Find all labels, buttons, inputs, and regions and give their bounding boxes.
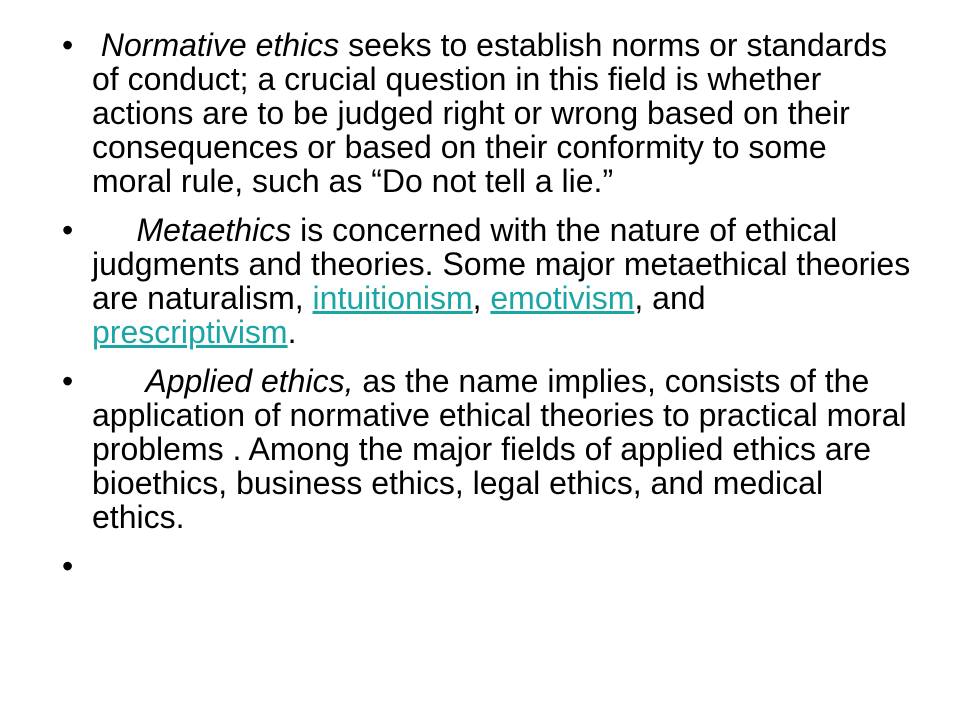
definition-normative-ethics: seeks to establish norms or standards of conduct; a crucial question in this field is whether actions are to be judged right or wrong based on their consequences or based on their conformity to some moral rule, such as “Do not tell a lie.” bbox=[92, 27, 887, 199]
bullet-marker: • bbox=[62, 548, 74, 584]
bullet-metaethics bbox=[62, 213, 912, 349]
term-metaethics: Metaethics bbox=[136, 212, 292, 248]
definition-applied-ethics: as the name implies, consists of the application of normative ethical theories to practical moral problems . Among the major fields of applied ethics are bioethics, business ethics, legal ethics, and medical ethics. bbox=[92, 363, 907, 535]
bullet-text bbox=[92, 27, 887, 199]
link-prescriptivism[interactable]: prescriptivism bbox=[92, 314, 288, 350]
term-normative-ethics: Normative ethics bbox=[100, 27, 340, 63]
bullet-applied-ethics bbox=[62, 364, 912, 534]
bullet-text bbox=[92, 212, 910, 350]
bullet-marker: • bbox=[62, 212, 74, 248]
bullet-normative-ethics bbox=[62, 28, 912, 198]
bullet-list bbox=[62, 28, 912, 598]
separator: , bbox=[472, 280, 491, 316]
link-emotivism[interactable]: emotivism bbox=[490, 280, 635, 316]
bullet-marker: • bbox=[62, 27, 74, 63]
sentence-end: . bbox=[287, 314, 297, 350]
bullet-empty bbox=[62, 549, 912, 583]
bullet-text bbox=[92, 363, 907, 535]
bullet-lead-space bbox=[92, 363, 145, 399]
term-applied-ethics: Applied ethics, bbox=[145, 363, 354, 399]
bullet-marker: • bbox=[62, 363, 74, 399]
link-intuitionism[interactable]: intuitionism bbox=[312, 280, 473, 316]
definition-metaethics: is concerned with the nature of ethical judgments and theories. Some major metaethical theories are naturalism, bbox=[92, 212, 911, 316]
bullet-lead-space bbox=[92, 212, 136, 248]
bullet-lead-space bbox=[92, 27, 101, 63]
separator: , and bbox=[634, 280, 706, 316]
